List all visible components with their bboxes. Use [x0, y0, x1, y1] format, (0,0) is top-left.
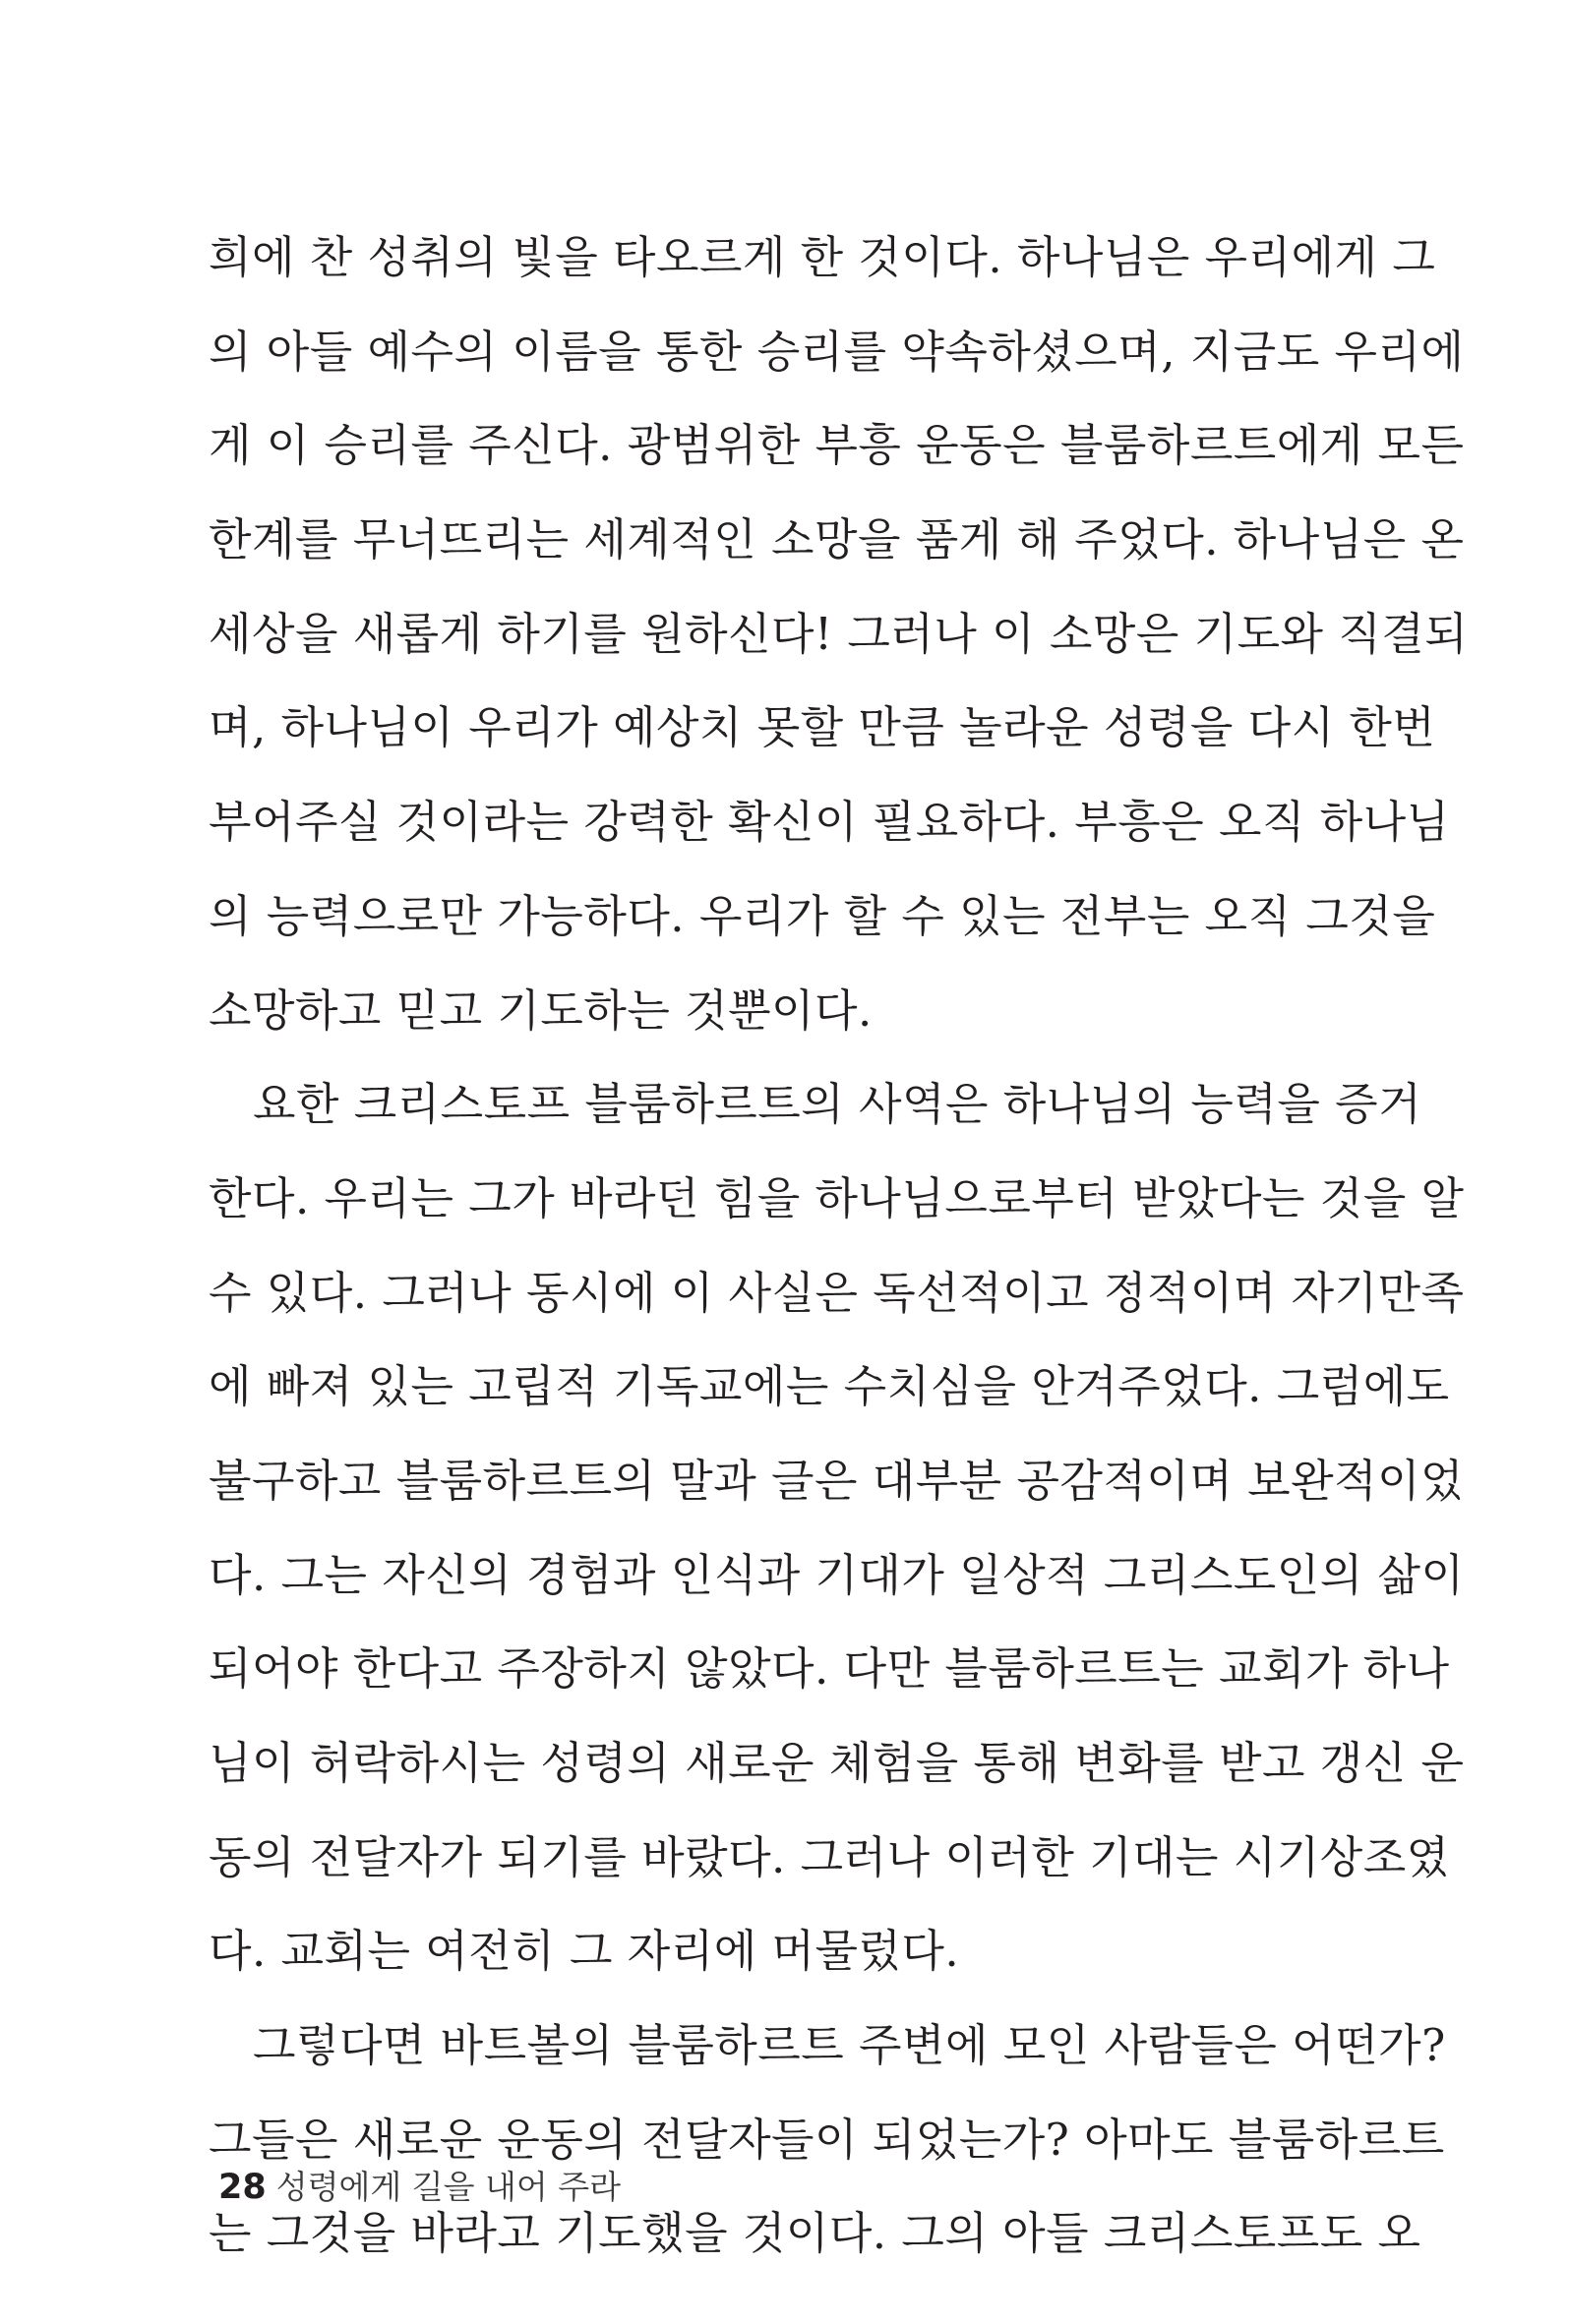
paragraph-first-line: 그렇다면 바트볼의 블룸하르트 주변에 모인 사람들은 어떤가? — [253, 2019, 1446, 2072]
text-line: 그들은 새로운 운동의 전달자들이 되었는가? 아마도 블룸하르트 — [209, 2113, 1445, 2166]
paragraph-last-line: 다. 교회는 여전히 그 자리에 머물렀다. — [209, 1925, 960, 1978]
text-line: 세상을 새롭게 하기를 원하신다! 그러나 이 소망은 기도와 직결되 — [209, 607, 1469, 660]
text-line: 되어야 한다고 주장하지 않았다. 다만 블룸하르트는 교회가 하나 — [209, 1642, 1450, 1696]
page-number: 28 — [218, 2168, 267, 2207]
text-line: 에 빠져 있는 고립적 기독교에는 수치심을 안겨주었다. 그럼에도 — [209, 1360, 1450, 1413]
paragraph-first-line: 요한 크리스토프 블룸하르트의 사역은 하나님의 능력을 증거 — [253, 1078, 1422, 1131]
text-line: 며, 하나님이 우리가 예상치 못할 만큼 놀라운 성령을 다시 한번 — [209, 701, 1436, 754]
text-line: 한계를 무너뜨리는 세계적인 소망을 품게 해 주었다. 하나님은 온 — [209, 513, 1465, 566]
text-line: 의 능력으로만 가능하다. 우리가 할 수 있는 전부는 오직 그것을 — [209, 889, 1436, 942]
page-body — [209, 210, 1469, 2281]
text-line: 부어주실 것이라는 강력한 확신이 필요하다. 부흥은 오직 하나님 — [209, 796, 1450, 849]
page-footer — [218, 2162, 621, 2208]
paragraph-last-line: 소망하고 믿고 기도하는 것뿐이다. — [209, 983, 873, 1037]
text-line: 희에 찬 성취의 빛을 타오르게 한 것이다. 하나님은 우리에게 그 — [209, 231, 1436, 283]
text-line: 동의 전달자가 되기를 바랐다. 그러나 이러한 기대는 시기상조였 — [209, 1830, 1450, 1883]
text-line: 게 이 승리를 주신다. 광범위한 부흥 운동은 블룸하르트에게 모든 — [209, 419, 1465, 472]
text-line: 수 있다. 그러나 동시에 이 사실은 독선적이고 정적이며 자기만족 — [209, 1266, 1465, 1319]
text-line: 님이 허락하시는 성령의 새로운 체험을 통해 변화를 받고 갱신 운 — [209, 1737, 1465, 1789]
text-line: 불구하고 블룸하르트의 말과 글은 대부분 공감적이며 보완적이었 — [209, 1454, 1465, 1507]
text-line: 다. 그는 자신의 경험과 인식과 기대가 일상적 그리스도인의 삶이 — [209, 1548, 1465, 1601]
text-line: 의 아들 예수의 이름을 통한 승리를 약속하셨으며, 지금도 우리에 — [209, 325, 1465, 378]
running-title: 성령에게 길을 내어 주라 — [275, 2168, 621, 2206]
text-line: 한다. 우리는 그가 바라던 힘을 하나님으로부터 받았다는 것을 알 — [209, 1171, 1465, 1224]
text-line: 는 그것을 바라고 기도했을 것이다. 그의 아들 크리스토프도 오 — [209, 2207, 1421, 2260]
